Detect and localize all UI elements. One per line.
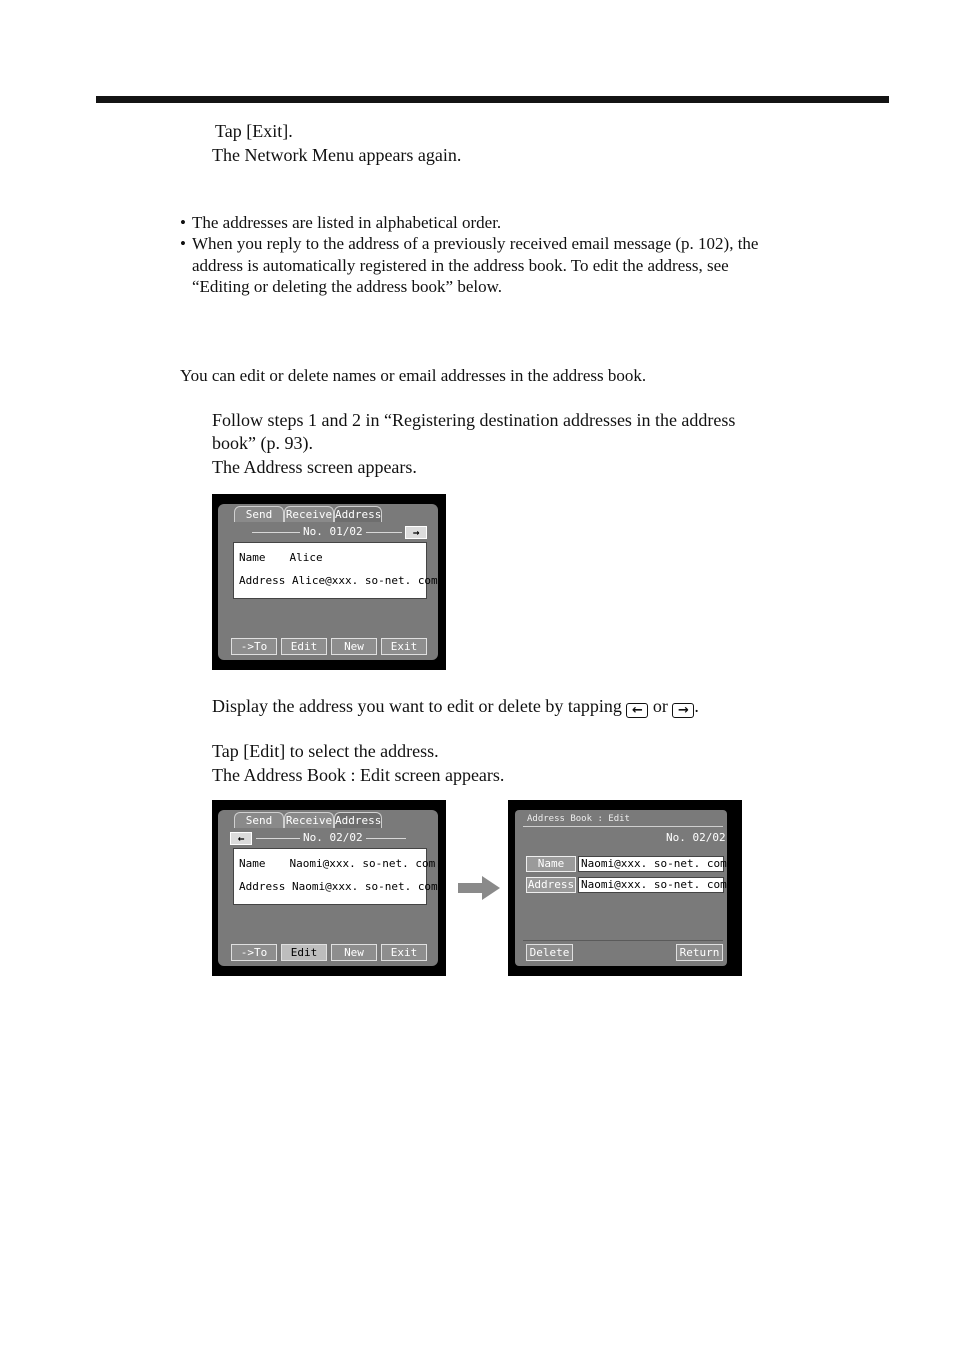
name-row: Name Naomi@xxx. so-net. com bbox=[239, 857, 436, 870]
to-button[interactable]: ->To bbox=[231, 944, 277, 961]
next-button[interactable] bbox=[405, 526, 427, 539]
tab-send[interactable]: Send bbox=[234, 506, 284, 522]
tab-receive[interactable]: Receive bbox=[285, 814, 333, 827]
delete-button[interactable]: Delete bbox=[526, 944, 573, 961]
to-button[interactable]: ->To bbox=[231, 638, 277, 655]
screen-title: Address Book : Edit bbox=[527, 814, 630, 824]
tab-receive[interactable]: Receive bbox=[285, 508, 333, 521]
record-number: No. 02/02 bbox=[300, 831, 366, 845]
note-1: • The addresses are listed in alphabetical order. bbox=[180, 213, 502, 232]
step-follow-result: The Address screen appears. bbox=[212, 457, 417, 477]
name-row: Name Alice bbox=[239, 551, 323, 564]
tab-send[interactable]: Send bbox=[234, 812, 284, 828]
bullet: • bbox=[180, 234, 186, 253]
edit-button[interactable]: Edit bbox=[281, 944, 327, 961]
tab-address[interactable]: Address bbox=[335, 814, 382, 827]
edit-button[interactable]: Edit bbox=[281, 638, 327, 655]
new-button[interactable]: New bbox=[331, 638, 377, 655]
arrow-right-icon: → bbox=[412, 526, 420, 539]
address-row: Address Naomi@xxx. so-net. com bbox=[239, 880, 438, 893]
section-intro: You can edit or delete names or email addresses in the address book. bbox=[180, 366, 647, 385]
prev-button[interactable] bbox=[230, 832, 252, 845]
return-button[interactable]: Return bbox=[676, 944, 723, 961]
address-screen-2 bbox=[212, 800, 446, 976]
step-follow-line2: book” (p. 93). bbox=[212, 433, 313, 453]
address-label: Address bbox=[527, 878, 575, 891]
exit-button[interactable]: Exit bbox=[381, 638, 427, 655]
name-field[interactable]: Naomi@xxx. so-net. com bbox=[578, 856, 724, 872]
step-exit-result: The Network Menu appears again. bbox=[212, 145, 462, 165]
exit-button[interactable]: Exit bbox=[381, 944, 427, 961]
footer-divider bbox=[523, 940, 723, 941]
step-edit-line1: Tap [Edit] to select the address. bbox=[212, 741, 439, 761]
note-2-line2: address is automatically registered in the address book. To edit the address, see bbox=[192, 256, 729, 275]
arrow-left-icon: ← bbox=[237, 832, 245, 845]
bullet: • bbox=[180, 213, 186, 232]
header-rule bbox=[96, 96, 889, 103]
step-display: Display the address you want to edit or delete by tapping ← or → . bbox=[212, 696, 699, 718]
step-follow-line1: Follow steps 1 and 2 in “Registering destination addresses in the address bbox=[212, 410, 736, 430]
tab-address[interactable]: Address bbox=[335, 508, 382, 521]
address-row: Address Alice@xxx. so-net. com bbox=[239, 574, 438, 587]
step-exit-text: Tap [Exit]. bbox=[215, 121, 293, 141]
record-number: No. 02/02 bbox=[666, 831, 726, 844]
note-2-line3: “Editing or deleting the address book” below. bbox=[192, 277, 503, 296]
record-number: No. 01/02 bbox=[300, 525, 366, 539]
address-book-edit-screen bbox=[508, 800, 742, 976]
new-button[interactable]: New bbox=[331, 944, 377, 961]
address-screen-1 bbox=[212, 494, 446, 670]
address-field[interactable]: Naomi@xxx. so-net. com bbox=[578, 877, 724, 893]
title-divider bbox=[523, 826, 723, 827]
arrow-right-icon bbox=[456, 874, 502, 902]
arrow-right-icon: → bbox=[672, 703, 694, 718]
arrow-left-icon: ← bbox=[626, 703, 648, 718]
note-2: • When you reply to the address of a previously received email message (p. 102), the bbox=[180, 234, 759, 253]
step-edit-line2: The Address Book : Edit screen appears. bbox=[212, 765, 505, 785]
name-label: Name bbox=[526, 856, 576, 872]
